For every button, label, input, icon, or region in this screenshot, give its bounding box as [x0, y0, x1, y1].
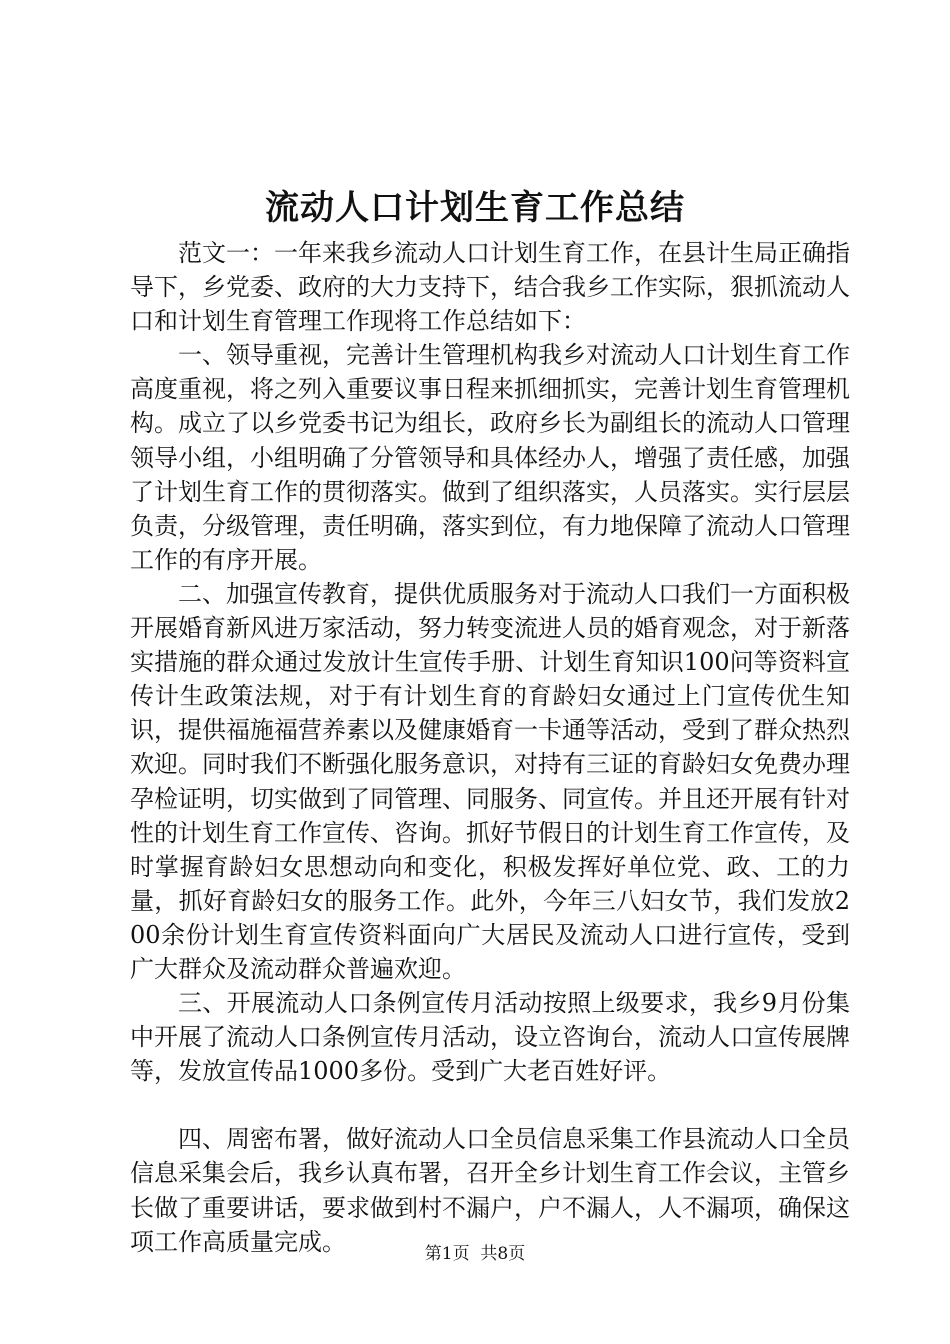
page-total: 共8页: [480, 1244, 526, 1264]
document-title: 流动人口计划生育工作总结: [265, 188, 685, 228]
page-number: 第1页: [424, 1244, 470, 1264]
page-footer: [0, 1243, 950, 1265]
paragraph-section-4: 四、周密布署，做好流动人口全员信息采集工作县流动人口全员信息采集会后，我乡认真布署，召开全乡计划生育工作会议，主管乡长做了重要讲话，要求做到村不漏户，户不漏人，人不漏项，确保这项工作高质量完成。: [130, 1125, 850, 1256]
paragraph-section-3: 三、开展流动人口条例宣传月活动按照上级要求，我乡9月份集中开展了流动人口条例宣传月活动，设立咨询台，流动人口宣传展牌等，发放宣传品1000多份。受到广大老百姓好评。: [130, 989, 850, 1086]
document-body: [130, 236, 850, 1259]
paragraph-section-2: 二、加强宣传教育，提供优质服务对于流动人口我们一方面积极开展婚育新风进万家活动，努力转变流进人员的婚育观念，对于新落实措施的群众通过发放计生宣传手册、计划生育知识100问等资料宣传计生政策法规，对于有计划生育的育龄妇女通过上门宣传优生知识，提供福施福营养素以及健康婚育一卡通等活动，受到了群众热烈欢迎。同时我们不断强化服务意识，对持有三证的育龄妇女免费办理孕检证明，切实做到了同管理、同服务、同宣传。并且还开展有针对性的计划生育工作宣传、咨询。抓好节假日的计划生育工作宣传，及时掌握育龄妇女思想动向和变化，积极发挥好单位党、政、工的力量，抓好育龄妇女的服务工作。此外，今年三八妇女节，我们发放200余份计划生育宣传资料面向广大居民及流动人口进行宣传，受到广大群众及流动群众普遍欢迎。: [130, 579, 850, 983]
paragraph-intro: 范文一：一年来我乡流动人口计划生育工作，在县计生局正确指导下，乡党委、政府的大力支持下，结合我乡工作实际，狠抓流动人口和计划生育管理工作现将工作总结如下：: [130, 239, 850, 336]
paragraph-section-1: 一、领导重视，完善计生管理机构我乡对流动人口计划生育工作高度重视，将之列入重要议事日程来抓细抓实，完善计划生育管理机构。成立了以乡党委书记为组长，政府乡长为副组长的流动人口管理领导小组，小组明确了分管领导和具体经办人，增强了责任感，加强了计划生育工作的贯彻落实。做到了组织落实，人员落实。实行层层负责，分级管理，责任明确，落实到位，有力地保障了流动人口管理工作的有序开展。: [130, 341, 850, 574]
